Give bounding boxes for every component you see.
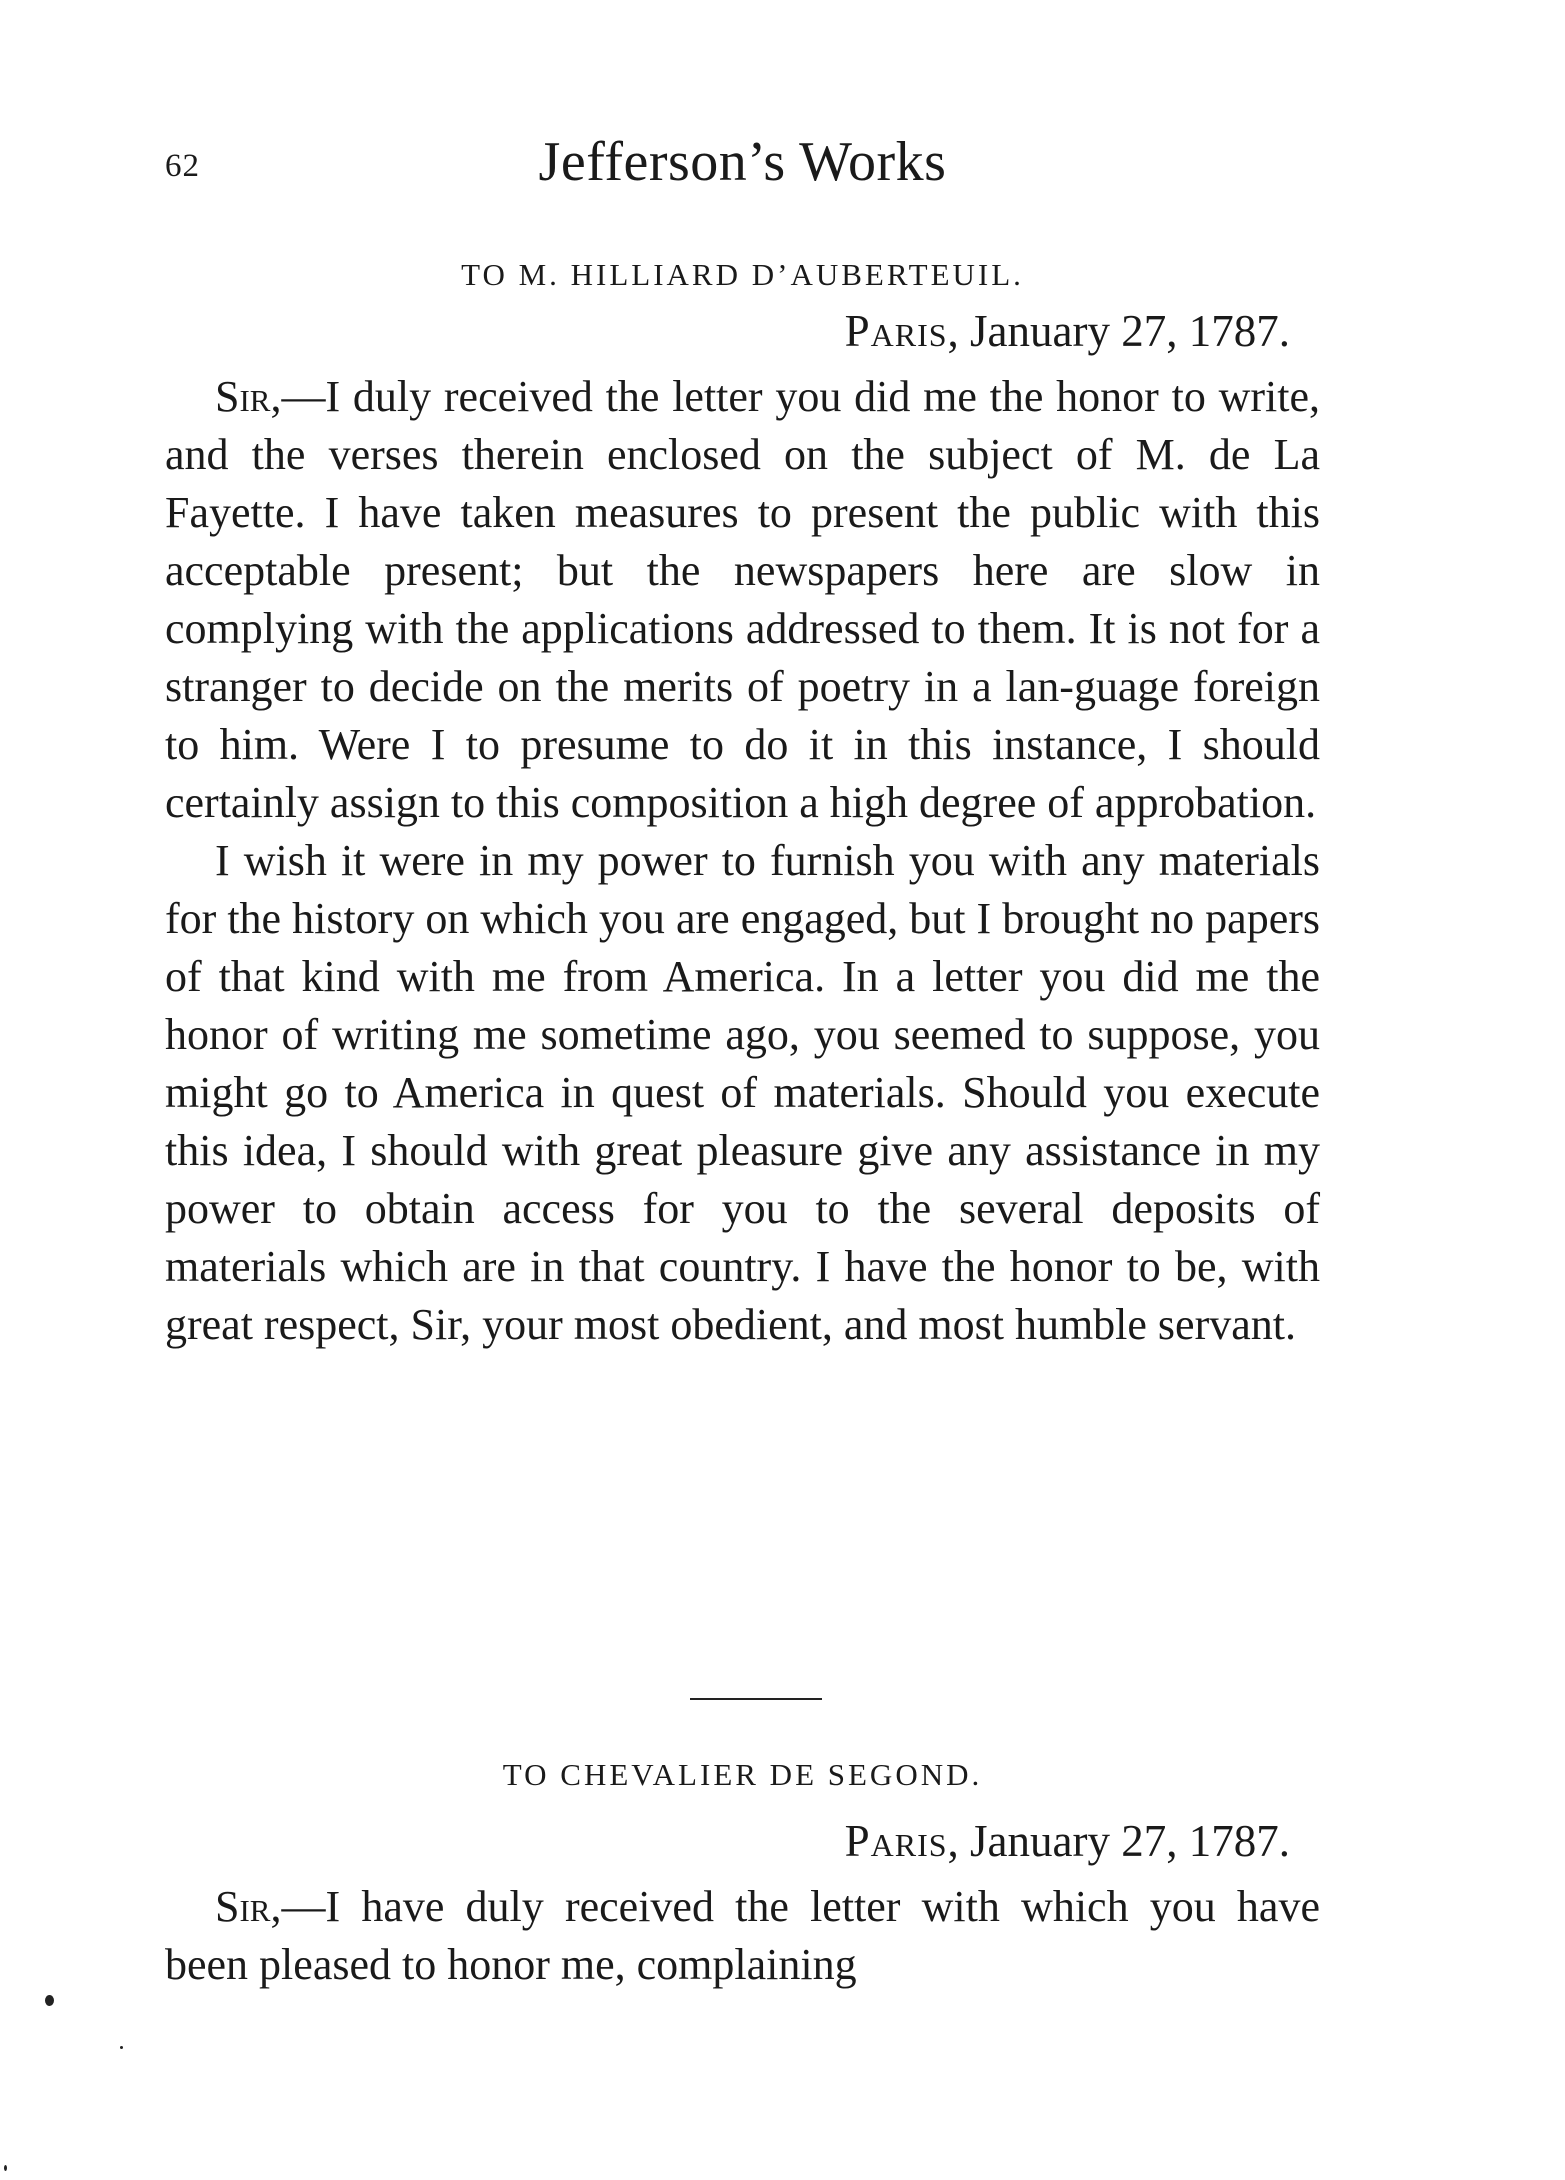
running-title: Jefferson’s Works	[538, 131, 947, 193]
letter-paragraph	[165, 1878, 1320, 1994]
letter-recipient: TO M. HILLIARD D’AUBERTEUIL.	[461, 257, 1024, 292]
letter-place: Paris	[844, 306, 948, 356]
letter-date: January 27, 1787.	[970, 306, 1290, 356]
page-number: 62	[165, 148, 200, 184]
letter-place: Paris	[844, 1816, 948, 1866]
letter-paragraph	[165, 368, 1320, 832]
ink-speck	[120, 2046, 123, 2049]
section-divider	[690, 1698, 822, 1700]
ink-speck	[45, 1995, 54, 2006]
page-header	[165, 130, 1320, 200]
letter-dateline: Paris, January 27, 1787.	[844, 1816, 1290, 1866]
letter-paragraph: I wish it were in my power to furnish you with any materials for the history on which you are engaged, but I brought no papers of that kind with me from America. In a letter you did me the honor of writing me sometime ago, you seemed to suppose, you might go to America in quest of materials. Should you execute this idea, I should with great pleasure give any assistance in my power to obtain access for you to the several deposits of materials which are in that country. I have the honor to be, with great respect, Sir, your most obedient, and most humble servant.	[165, 836, 1320, 1349]
paragraph-text: —I have duly received the letter with which you have been pleased to honor me, complaining	[165, 1882, 1320, 1989]
paragraph-text: —I duly received the letter you did me the honor to write, and the verses therein enclosed on the subject of M. de La Fayette. I have taken measures to present the public with this acceptable present; but the newspapers here are slow in complying with the applications addressed to them. It is not for a stranger to decide on the merits of poetry in a lan-guage foreign to him. Were I to presume to do it in this instance, I should certainly assign to this composition a high degree of approbation.	[165, 372, 1320, 827]
letter-date: January 27, 1787.	[970, 1816, 1290, 1866]
letter-auberteuil	[165, 250, 1320, 1354]
ink-speck	[4, 2165, 7, 2171]
letter-dateline: Paris, January 27, 1787.	[844, 306, 1290, 356]
salutation: Sir,	[215, 372, 282, 421]
letter-recipient: TO CHEVALIER DE SEGOND.	[502, 1757, 983, 1792]
letter-segond	[165, 1750, 1320, 1994]
salutation: Sir,	[215, 1882, 282, 1931]
